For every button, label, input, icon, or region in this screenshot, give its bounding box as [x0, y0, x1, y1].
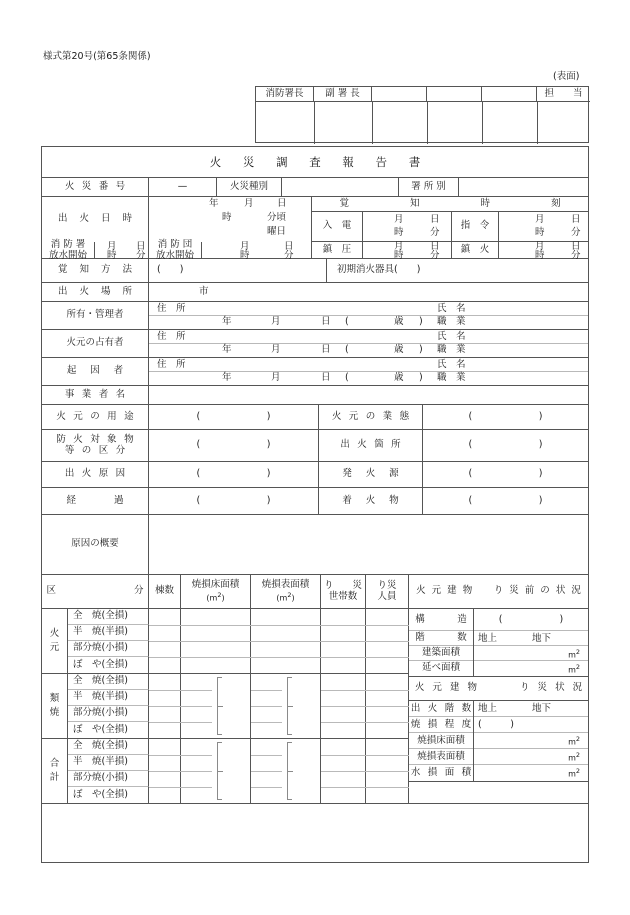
extinguished-value[interactable] [499, 242, 588, 259]
corps-water-value[interactable] [202, 242, 312, 259]
business-name-label: 事 業 者 名 [42, 386, 149, 404]
suppression-value[interactable] [363, 242, 452, 259]
row-label: 全 焼(全損) [68, 739, 149, 755]
burnt-surface-area-header [251, 575, 321, 608]
right-panel-header: 火 元 建 物 り 災 前 の 状 況 [416, 585, 583, 597]
burnt-floor-area-title: 焼損床面積 [191, 579, 240, 591]
row-label: 全 焼(全損) [68, 674, 149, 690]
station-label: 署 所 別 [399, 178, 459, 196]
cell-households[interactable] [321, 674, 366, 738]
rule [149, 641, 181, 642]
causer-paren-close: ) [419, 372, 423, 383]
households-l1: り 災 [323, 579, 362, 591]
building-area-label: 建築面積 [409, 646, 474, 661]
outbreak-datetime-block [42, 197, 588, 259]
approval-div-3 [427, 102, 428, 144]
rule [366, 625, 409, 626]
building-area-unit: $m^2$ [568, 647, 580, 660]
progress-label: 経 過 [42, 488, 149, 514]
dept-water-value[interactable] [95, 242, 149, 259]
order-hour: 時 [535, 227, 545, 238]
buildings-header: 棟数 [149, 575, 181, 608]
cause-summary-value[interactable] [149, 515, 588, 574]
rule [149, 755, 181, 756]
occupant-birth-year: 年 [222, 344, 232, 355]
total-area-label: 延べ面積 [409, 661, 474, 676]
causer-birth-month: 月 [271, 372, 281, 383]
classification-row-cause [42, 462, 588, 488]
cell-victims[interactable] [366, 674, 409, 738]
water-discharge-row [42, 238, 312, 261]
occupant-birth-month: 月 [271, 344, 281, 355]
notice-method-row [42, 259, 588, 283]
rule [321, 722, 366, 723]
approval-div-4 [482, 102, 483, 144]
water-damage-value[interactable] [474, 765, 588, 781]
classification-row-usage [42, 405, 588, 430]
building-info-panel [409, 609, 588, 864]
occupant-name-label: 氏 名 [437, 331, 466, 342]
rule [149, 690, 181, 691]
rule [366, 755, 409, 756]
rule [181, 625, 251, 626]
origin-spot-label: 出 火 箇 所 [319, 430, 423, 461]
fire-target-value[interactable]: ( ) [149, 430, 319, 461]
corps-minute: 分 [284, 250, 294, 261]
origin-label-c1: 火 [49, 628, 60, 640]
causer-paren-open: ( [345, 372, 349, 383]
burnt-surface-area-unit: $(m^2)$ [276, 591, 295, 603]
rule [366, 771, 409, 772]
rule [181, 641, 251, 642]
occupant-birth-day: 日 [321, 344, 331, 355]
origin-place-row [42, 283, 588, 302]
water-damage-label: 水 損 面 積 [409, 765, 474, 781]
person-row-causer [42, 358, 588, 386]
owner-occupation-label: 職 業 [437, 316, 466, 327]
occupant-paren-close: ) [419, 344, 423, 355]
spread-label-c2: 焼 [49, 707, 60, 718]
structure-row [409, 609, 588, 631]
row-label: 全 焼(全損) [68, 609, 149, 625]
form-title-row [42, 147, 588, 178]
supp-month: 月 [394, 241, 404, 252]
fire-cause-label: 出 火 原 因 [42, 462, 149, 487]
owner-address-line[interactable] [149, 302, 588, 316]
notice-order-label: 指 令 [452, 212, 499, 241]
causer-address-line[interactable] [149, 358, 588, 372]
fire-floor-value[interactable] [474, 701, 588, 717]
fire-floor-row [409, 701, 588, 717]
outbreak-hour: 時 [222, 212, 232, 223]
damage-group-total [42, 739, 409, 803]
occupant-address-label: 住 所 [157, 331, 186, 342]
cell-burnt-surface[interactable] [251, 609, 321, 673]
row-label: 部分焼(小損) [68, 706, 149, 722]
outbreak-minute: 分頃 [267, 212, 287, 223]
causer-birth-line[interactable] [149, 372, 588, 385]
fire-number-label: 火 災 番 号 [42, 178, 149, 196]
fire-type-value[interactable] [282, 178, 399, 196]
water-damage-row [409, 765, 588, 781]
approval-div-2 [372, 102, 373, 144]
side-note: (表面) [553, 71, 580, 82]
outbreak-weekday: 曜日 [267, 226, 287, 237]
burnt-surface-area-value[interactable] [474, 749, 588, 765]
call-minute: 分 [430, 227, 440, 238]
causer-label: 起 因 者 [42, 358, 149, 385]
outbreak-label: 出 火 日 時 [42, 197, 149, 242]
corps-water-label [149, 238, 202, 261]
corps-water-label-l1: 消 防 団 [157, 238, 193, 250]
approval-col-4 [427, 87, 482, 101]
notice-call-value[interactable] [363, 212, 452, 241]
ext-minute: 分 [571, 250, 581, 261]
cell-households[interactable] [321, 739, 366, 803]
burnt-floor-area-row-unit: $m^2$ [568, 735, 580, 747]
corps-water-label-l2: 放水開始 [155, 249, 194, 261]
fire-number-row [42, 178, 588, 197]
causer-birth-day: 日 [321, 372, 331, 383]
notice-row-2 [312, 242, 588, 259]
cell-victims[interactable] [366, 609, 409, 673]
approval-col-3 [372, 87, 427, 101]
outbreak-month: 月 [244, 198, 254, 209]
approval-col-5 [482, 87, 537, 101]
rule [149, 657, 181, 658]
damage-group-origin-label [42, 609, 68, 673]
causer-occupation-label: 職 業 [437, 372, 466, 383]
dept-water-label-l1: 消 防 署 [50, 238, 86, 250]
rule [321, 690, 366, 691]
rule [251, 641, 321, 642]
total-label-c2: 計 [49, 772, 60, 783]
row-label: ぼ や(全損) [68, 657, 149, 673]
ignited-object-value[interactable]: ( ) [468, 494, 543, 506]
row-label: ぼ や(全損) [68, 722, 149, 738]
corps-day: 日 [284, 241, 294, 252]
division-header: 区 分 [42, 575, 149, 608]
business-type-label: 火 元 の 業 態 [319, 405, 423, 429]
dept-water-label [42, 238, 95, 261]
outbreak-value-area[interactable] [149, 197, 312, 242]
rule [366, 657, 409, 658]
total-label-c1: 合 [49, 758, 60, 770]
order-month: 月 [535, 214, 545, 225]
floors-above-label: 地上 [478, 633, 498, 644]
rule [181, 722, 212, 723]
fire-floor-above-label: 地上 [478, 703, 498, 714]
burnt-surface-area-row-unit: $m^2$ [568, 751, 580, 763]
rule [251, 625, 321, 626]
floors-value[interactable] [474, 631, 588, 646]
fire-floor-below-label: 地下 [532, 703, 552, 714]
cell-buildings[interactable] [149, 739, 181, 803]
row-label: ぼ や(全損) [68, 787, 149, 803]
cell-burnt-surface[interactable] [251, 739, 321, 803]
victims-header [366, 575, 409, 608]
rule [181, 657, 251, 658]
fire-type-label: 火災種別 [217, 178, 282, 196]
station-value[interactable] [459, 178, 588, 196]
damage-degree-value[interactable]: ( ) [478, 718, 514, 730]
origin-spot-value[interactable]: ( ) [468, 439, 543, 451]
building-area-row [409, 646, 588, 661]
water-damage-unit: $m^2$ [568, 767, 580, 779]
business-type-value[interactable]: ( ) [468, 410, 543, 422]
cell-burnt-surface[interactable] [251, 674, 321, 738]
notice-row-1 [312, 212, 588, 242]
origin-place-value[interactable]: 市 [199, 285, 209, 297]
approval-table [255, 86, 589, 143]
order-minute: 分 [571, 227, 581, 238]
causer-age-unit: 歳 [394, 372, 404, 383]
notice-order-value[interactable] [499, 212, 588, 241]
page-title: 火 災 調 査 報 告 書 [209, 155, 430, 169]
dept-month: 月 [107, 241, 117, 252]
total-area-unit: $m^2$ [568, 662, 580, 675]
damage-group-origin [42, 609, 409, 674]
damage-degree-row [409, 717, 588, 733]
rule [181, 706, 212, 707]
fire-floor-label: 出 火 階 数 [409, 701, 474, 717]
rule [366, 641, 409, 642]
person-row-owner [42, 302, 588, 330]
owner-paren-open: ( [345, 316, 349, 327]
floors-below-label: 地下 [532, 633, 552, 644]
approval-col-deputy: 副 署 長 [314, 87, 372, 101]
corps-month: 月 [240, 241, 250, 252]
building-area-value[interactable] [474, 646, 588, 661]
origin-place-label: 出 火 場 所 [42, 283, 149, 301]
outbreak-day: 日 [277, 198, 287, 209]
fire-target-label-l2: 等 の 区 分 [64, 444, 128, 456]
notice-method-label: 覚 知 方 法 [42, 259, 149, 282]
supp-minute: 分 [430, 250, 440, 261]
panel-bottom-rule [409, 781, 588, 782]
rule [149, 625, 181, 626]
burnt-floor-area-value[interactable] [474, 733, 588, 749]
corps-hour: 時 [240, 250, 250, 261]
occupant-birth-line[interactable] [149, 344, 588, 357]
burnt-surface-area-label: 焼損表面積 [409, 749, 474, 765]
approval-div-1 [314, 102, 315, 144]
outbreak-year: 年 [209, 198, 219, 209]
ignition-source-value[interactable]: ( ) [468, 468, 543, 480]
households-l2: 世帯数 [328, 590, 358, 602]
rule [251, 787, 282, 788]
cell-burnt-floor[interactable] [181, 609, 251, 673]
notice-method-value[interactable]: ( ) [149, 259, 327, 282]
owner-address-label: 住 所 [157, 303, 186, 314]
owner-label: 所有・管理者 [42, 302, 149, 329]
owner-birth-year: 年 [222, 316, 232, 327]
rule [321, 771, 366, 772]
households-header [321, 575, 366, 608]
owner-name-label: 氏 名 [437, 303, 466, 314]
approval-header-row [256, 87, 590, 102]
brace-icon [214, 677, 224, 735]
rule [181, 787, 212, 788]
brace-icon [284, 677, 294, 735]
damage-group-spread [42, 674, 409, 739]
rule [321, 787, 366, 788]
burnt-floor-area-row [409, 733, 588, 749]
rule [366, 706, 409, 707]
fire-target-label-l1: 防 火 対 象 物 [56, 433, 136, 445]
initial-extinguisher-label[interactable]: 初期消火器具( ) [337, 264, 421, 276]
rule [321, 657, 366, 658]
origin-label-c2: 元 [49, 642, 60, 653]
rule [251, 706, 282, 707]
main-form-body [41, 146, 589, 863]
approval-div-5 [537, 102, 538, 144]
ext-hour: 時 [535, 250, 545, 261]
ignition-source-label: 発 火 源 [319, 462, 423, 487]
usage-value[interactable]: ( ) [149, 405, 319, 429]
cause-summary-row [42, 515, 588, 575]
structure-value[interactable]: ( ) [498, 613, 564, 625]
rule [321, 755, 366, 756]
causer-birth-year: 年 [222, 372, 232, 383]
brace-icon [284, 742, 294, 800]
row-label: 半 焼(半損) [68, 625, 149, 641]
suppression-label: 鎮 圧 [312, 242, 363, 259]
structure-label: 構 造 [409, 609, 474, 631]
rule [251, 657, 321, 658]
rule [366, 722, 409, 723]
progress-value[interactable]: ( ) [149, 488, 319, 514]
extinguished-label: 鎮 火 [452, 242, 499, 259]
rule [149, 706, 181, 707]
business-name-row [42, 386, 588, 405]
row-label: 部分焼(小損) [68, 771, 149, 787]
damage-group-total-label [42, 739, 68, 803]
rule [366, 787, 409, 788]
occupant-address-line[interactable] [149, 330, 588, 344]
row-label: 半 焼(半損) [68, 690, 149, 706]
damage-table-bottom-rule [42, 803, 588, 804]
ext-day: 日 [571, 241, 581, 252]
call-day: 日 [430, 214, 440, 225]
rule [181, 690, 212, 691]
rule [181, 755, 212, 756]
damage-status-header: 火 元 建 物 り 災 状 況 [409, 677, 588, 701]
rule [251, 771, 282, 772]
cell-households[interactable] [321, 609, 366, 673]
dept-day: 日 [136, 241, 146, 252]
notice-call-label: 入 電 [312, 212, 363, 241]
notice-time-header: 覚 知 時 刻 [312, 197, 588, 212]
cause-summary-label: 原因の概要 [42, 515, 149, 574]
owner-paren-close: ) [419, 316, 423, 327]
total-area-value[interactable] [474, 661, 588, 676]
occupant-occupation-label: 職 業 [437, 344, 466, 355]
burnt-floor-area-label: 焼損床面積 [409, 733, 474, 749]
owner-birth-month: 月 [271, 316, 281, 327]
form-number: 様式第20号(第65条関係) [43, 51, 151, 62]
owner-birth-day: 日 [321, 316, 331, 327]
damage-degree-label: 焼 損 程 度 [409, 717, 474, 733]
rule [149, 771, 181, 772]
floors-label: 階 数 [409, 631, 474, 646]
dept-minute: 分 [136, 250, 146, 261]
damage-group-spread-label [42, 674, 68, 738]
business-name-value[interactable] [149, 386, 588, 404]
rule [321, 641, 366, 642]
occupant-age-unit: 歳 [394, 344, 404, 355]
victims-l2: 人員 [377, 590, 397, 602]
burnt-floor-area-header [181, 575, 251, 608]
damage-table-header [42, 575, 588, 609]
classification-row-target [42, 430, 588, 462]
rule [251, 755, 282, 756]
call-month: 月 [394, 214, 404, 225]
supp-hour: 時 [394, 250, 404, 261]
usage-label: 火 元 の 用 途 [42, 405, 149, 429]
causer-name-label: 氏 名 [437, 359, 466, 370]
burnt-surface-area-row [409, 749, 588, 765]
occupant-label: 火元の占有者 [42, 330, 149, 357]
owner-birth-line[interactable] [149, 316, 588, 329]
rule [181, 771, 212, 772]
occupant-paren-open: ( [345, 344, 349, 355]
rule [366, 690, 409, 691]
cell-burnt-floor[interactable] [181, 739, 251, 803]
ignited-object-label: 着 火 物 [319, 488, 423, 514]
approval-col-chief: 消防署長 [256, 87, 314, 101]
cell-buildings[interactable] [149, 674, 181, 738]
person-row-occupant [42, 330, 588, 358]
burnt-surface-area-title: 焼損表面積 [261, 579, 310, 591]
rule [149, 787, 181, 788]
damage-table-body [42, 609, 409, 864]
victims-l1: り災 [377, 579, 397, 591]
order-day: 日 [571, 214, 581, 225]
rule [321, 706, 366, 707]
supp-day: 日 [430, 241, 440, 252]
cell-victims[interactable] [366, 739, 409, 803]
rule [251, 722, 282, 723]
rule [149, 722, 181, 723]
burnt-floor-area-unit: $(m^2)$ [206, 591, 225, 603]
rule [321, 625, 366, 626]
floors-row [409, 631, 588, 646]
approval-col-staff: 担 当 [544, 87, 583, 99]
fire-target-label [42, 430, 149, 461]
dept-hour: 時 [107, 250, 117, 261]
owner-age-unit: 歳 [394, 316, 404, 327]
total-area-row [409, 661, 588, 677]
call-hour: 時 [394, 227, 404, 238]
dept-water-label-l2: 放水開始 [48, 249, 87, 261]
brace-icon [214, 742, 224, 800]
classification-row-progress [42, 488, 588, 515]
row-label: 部分焼(小損) [68, 641, 149, 657]
ext-month: 月 [535, 241, 545, 252]
causer-address-label: 住 所 [157, 359, 186, 370]
rule [251, 690, 282, 691]
row-label: 半 焼(半損) [68, 755, 149, 771]
cell-burnt-floor[interactable] [181, 674, 251, 738]
spread-label-c1: 類 [49, 693, 60, 705]
fire-number-value: — [149, 178, 217, 196]
fire-cause-value[interactable]: ( ) [149, 462, 319, 487]
cell-buildings[interactable] [149, 609, 181, 673]
